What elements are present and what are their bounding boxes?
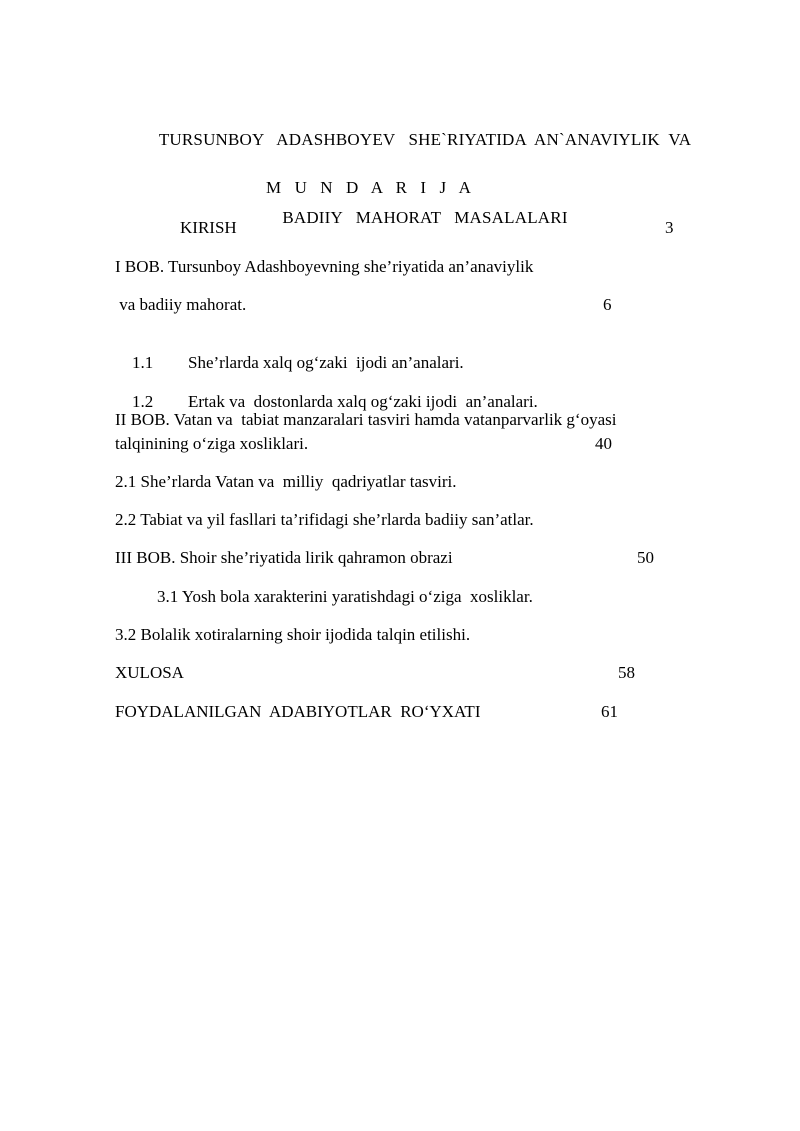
toc-bob2-line1: II BOB. Vatan va tabiat manzaralari tasviri hamda vatanparvarlik g‘oyasi [115,410,617,429]
toc-section-1-1-text: She’rlarda xalq og‘zaki ijodi an’analari. [188,353,464,372]
toc-adabiyotlar-label: FOYDALANILGAN ADABIYOTLAR RO‘YXATI [115,702,481,721]
contents-heading: M U N D A R I J A [266,178,476,197]
toc-section-1-2-number: 1.2 [132,392,154,411]
toc-bob1-page: 6 [603,295,612,314]
toc-kirish-page: 3 [665,218,674,237]
title-line-1: TURSUNBOY ADASHBOYEV SHE`RIYATIDA AN`ANAVIYLIK VA [158,130,692,149]
toc-section-1-2-text: Ertak va dostonlarda xalq og‘zaki ijodi an’analari. [188,392,538,411]
toc-section-3-1: 3.1 Yosh bola xarakterini yaratishdagi o‘ziga xosliklar. [157,587,533,606]
toc-xulosa-label: XULOSA [115,663,184,682]
toc-bob3-label: III BOB. Shoir she’riyatida lirik qahramon obrazi [115,548,453,567]
toc-bob1-line1: I BOB. Tursunboy Adashboyevning she’riyatida an’anaviylik [115,257,534,276]
toc-section-2-2: 2.2 Tabiat va yil fasllari ta’rifidagi she’rlarda badiiy san’atlar. [115,510,534,529]
toc-section-3-2: 3.2 Bolalik xotiralarning shoir ijodida talqin etilishi. [115,625,471,644]
toc-bob2-page: 40 [595,434,612,453]
title-line-2: BADIIY MAHORAT MASALALARI [282,208,568,227]
toc-xulosa-page: 58 [618,663,635,682]
toc-bob1-line2: va badiiy mahorat. [115,295,247,314]
toc-bob3-page: 50 [637,548,654,567]
toc-section-1-1-number: 1.1 [132,353,154,372]
toc-adabiyotlar-page: 61 [601,702,618,721]
toc-bob2-line2: talqinining o‘ziga xosliklari. [115,434,309,453]
toc-kirish-label: KIRISH [180,218,237,237]
toc-section-2-1: 2.1 She’rlarda Vatan va milliy qadriyatlar tasviri. [115,472,457,491]
